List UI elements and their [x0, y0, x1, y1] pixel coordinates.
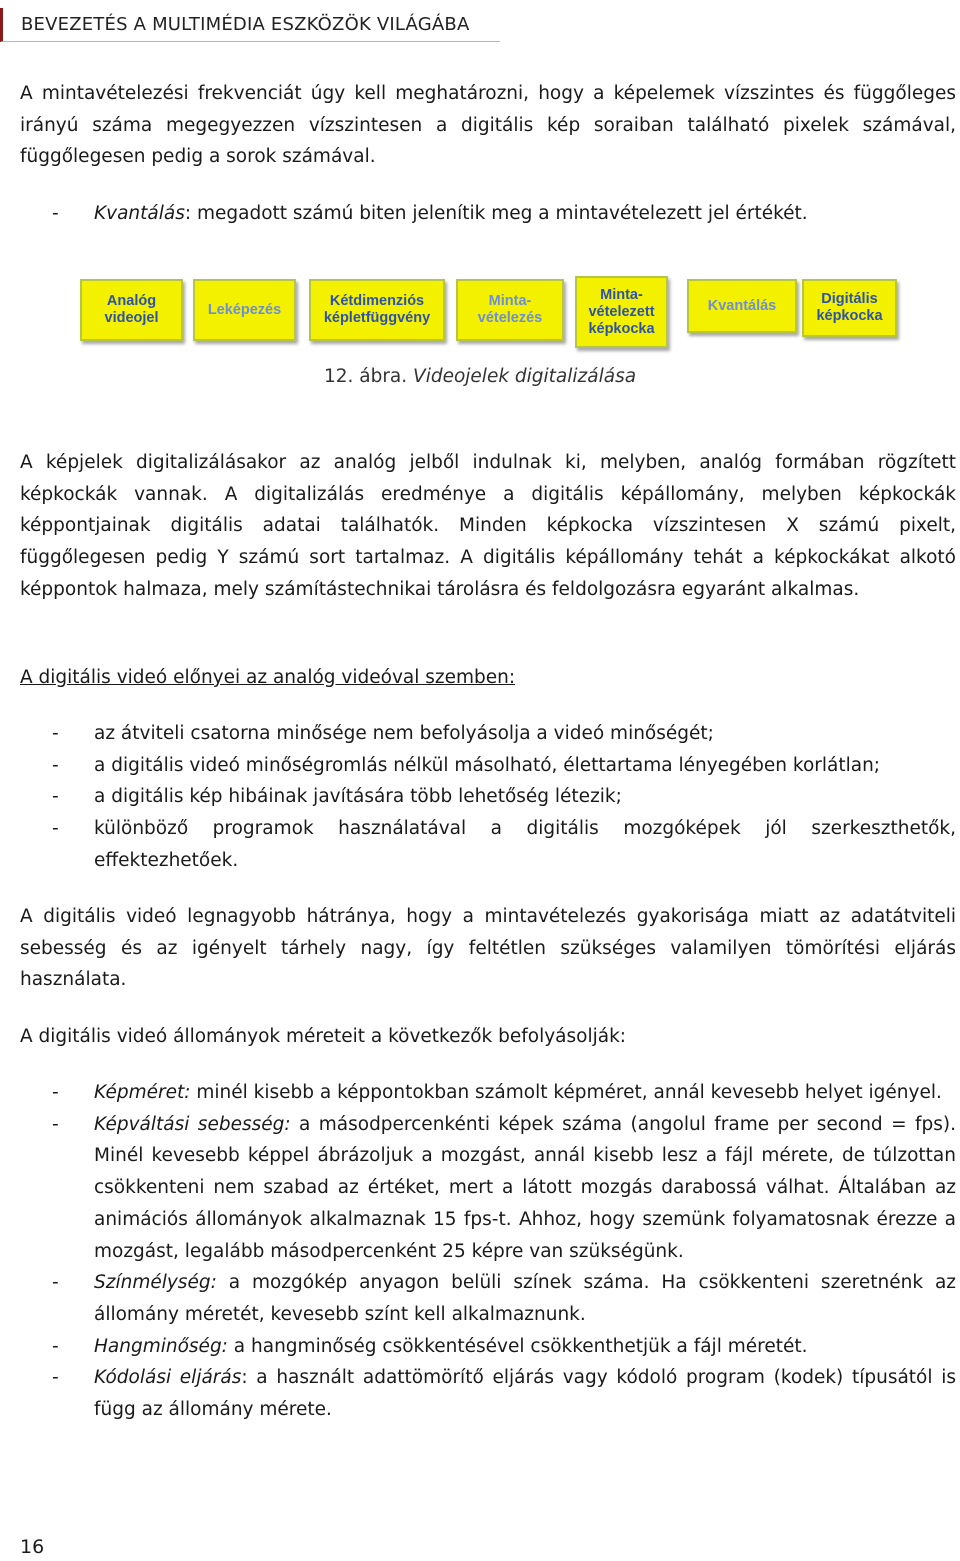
list-item	[20, 1362, 956, 1425]
paragraph-digitization: A képjelek digitalizálásakor az analóg jelből indulnak ki, melyben, analóg formában rögzített képkockák vannak. A digitalizálás eredménye a digitális képállomány, melyben képkockák képpontjainak digitális adatai találhatók. Minden képkocka vízszintesen X számú pixelt, függőlegesen pedig Y számú sort tartalmaz. A digitális képállomány tehát a képkockákat alkotó képpontok halmaza, mely számítástechnikai tárolásra és feldolgozásra egyaránt alkalmas.	[20, 452, 956, 600]
box-label: vételezett	[588, 303, 655, 320]
box-label: Leképezés	[207, 301, 282, 318]
list-item	[20, 1267, 956, 1330]
figure-caption	[0, 366, 960, 387]
diagram-box-mintavetelezes	[456, 279, 564, 341]
list-dash: -	[52, 754, 59, 776]
term-description: : megadott számú biten jelenítik meg a mintavételezett jel értékét.	[184, 203, 808, 224]
box-label: Analóg	[106, 293, 157, 309]
box-label: Kétdimenziós	[329, 293, 425, 309]
paragraph-factors-intro: A digitális videó állományok méreteit a következők befolyásolják:	[20, 1026, 627, 1047]
list-item	[20, 813, 956, 876]
term-kepmeret: Képméret:	[94, 1082, 191, 1103]
term-description: a másodpercenkénti képek száma (angolul frame per second = fps). Minél kevesebb képpel ábrázoljuk a mozgást, annál kisebb lesz a fájl mérete, de túlzottan csökkenteni nem szabad az értéket, mert a látott mozgás darabossá válhat. Általában az animációs állományok alkalmaznak 15 fps-t. Ahhoz, hogy szemünk folyamatosnak érezze a mozgást, legalább másodpercenként 25 képre van szükségünk.	[94, 1113, 956, 1262]
list-item	[20, 750, 956, 782]
running-header: BEVEZETÉS A MULTIMÉDIA ESZKÖZÖK VILÁGÁBA	[0, 8, 500, 42]
diagram-box-analog-videojel	[80, 279, 183, 341]
term-description: a mozgókép anyagon belüli színek száma. Ha csökkenteni szeretnénk az állomány méretét, kevesebb színt kell alkalmaznunk.	[94, 1272, 956, 1325]
page-number: 16	[20, 1536, 45, 1558]
factors-list	[20, 1077, 956, 1426]
list-item	[20, 1331, 956, 1363]
intro-paragraph: A mintavételezési frekvenciát úgy kell meghatározni, hogy a képelemek vízszintes és függőleges irányú száma megegyezzen vízszintesen a digitális kép soraiban található pixelek számával, függőlegesen pedig a sorok számával.	[20, 83, 956, 168]
term-kepvaltasi-sebesseg: Képváltási sebesség:	[94, 1113, 291, 1135]
term-description: : a használt adattömörítő eljárás vagy kódoló program (kodek) típusától is függ az állomány mérete.	[94, 1367, 956, 1421]
list-dash: -	[52, 1113, 59, 1135]
advantages-heading: A digitális videó előnyei az analóg videóval szemben:	[20, 667, 516, 688]
list-item	[20, 781, 956, 813]
diagram-box-ketdimenzios	[309, 279, 445, 341]
list-item-text: a digitális videó minőségromlás nélkül másolható, élettartama lényegében korlátlan;	[94, 754, 881, 776]
list-dash: -	[52, 1082, 59, 1103]
list-dash: -	[52, 1335, 59, 1357]
box-label: képletfüggvény	[323, 310, 431, 326]
term-kvantalas: Kvantálás	[94, 203, 185, 224]
list-dash: -	[52, 1272, 59, 1294]
box-label: videojel	[104, 310, 159, 326]
diagram-box-kvantalas	[687, 279, 797, 333]
list-item	[20, 1109, 956, 1268]
term-description: minél kisebb a képpontokban számolt képméret, annál kevesebb helyet igényel.	[190, 1082, 942, 1103]
list-dash: -	[52, 203, 59, 224]
list-item-text: különböző programok használatával a digitális mozgóképek jól szerkeszthetők, effektezhetőek.	[94, 818, 956, 871]
term-szinmelyseg: Színmélység:	[94, 1272, 217, 1294]
box-label: képkocka	[588, 320, 655, 337]
box-label: Kvantálás	[707, 297, 777, 314]
paragraph-disadvantage: A digitális videó legnagyobb hátránya, hogy a mintavételezés gyakorisága miatt az adatátviteli sebesség és az igényelt tárhely nagy, így feltétlen szükséges valamilyen tömörítési eljárás használata.	[20, 906, 956, 991]
list-item	[20, 1077, 956, 1109]
diagram-box-mintavetelezett-kepkocka	[575, 276, 668, 348]
box-label: Minta-	[488, 293, 532, 309]
digitization-diagram	[80, 276, 900, 350]
box-label: Digitális	[821, 291, 878, 307]
box-label: vételezés	[477, 310, 543, 326]
list-dash: -	[52, 1367, 59, 1389]
quantization-list	[20, 198, 956, 230]
list-item-text: az átviteli csatorna minősége nem befolyásolja a videó minőségét;	[94, 723, 714, 744]
term-hangminoseg: Hangminőség:	[94, 1335, 228, 1357]
list-item	[20, 198, 956, 230]
list-dash: -	[52, 818, 59, 840]
list-item-text: a digitális kép hibáinak javítására több lehetőség létezik;	[94, 786, 622, 808]
list-dash: -	[52, 723, 59, 744]
list-dash: -	[52, 786, 59, 808]
term-description: a hangminőség csökkentésével csökkenthetjük a fájl méretét.	[227, 1335, 808, 1357]
figure-caption-text: Videojelek digitalizálása	[407, 366, 637, 387]
box-label: Minta-	[600, 286, 643, 303]
box-label: képkocka	[816, 308, 883, 324]
list-item	[20, 718, 956, 750]
advantages-list	[20, 718, 956, 877]
diagram-box-digitalis-kepkocka	[802, 279, 897, 337]
figure-label: 12. ábra.	[323, 366, 408, 387]
diagram-box-lekepezes	[193, 279, 296, 341]
term-kodolasi-eljaras: Kódolási eljárás	[94, 1367, 242, 1389]
